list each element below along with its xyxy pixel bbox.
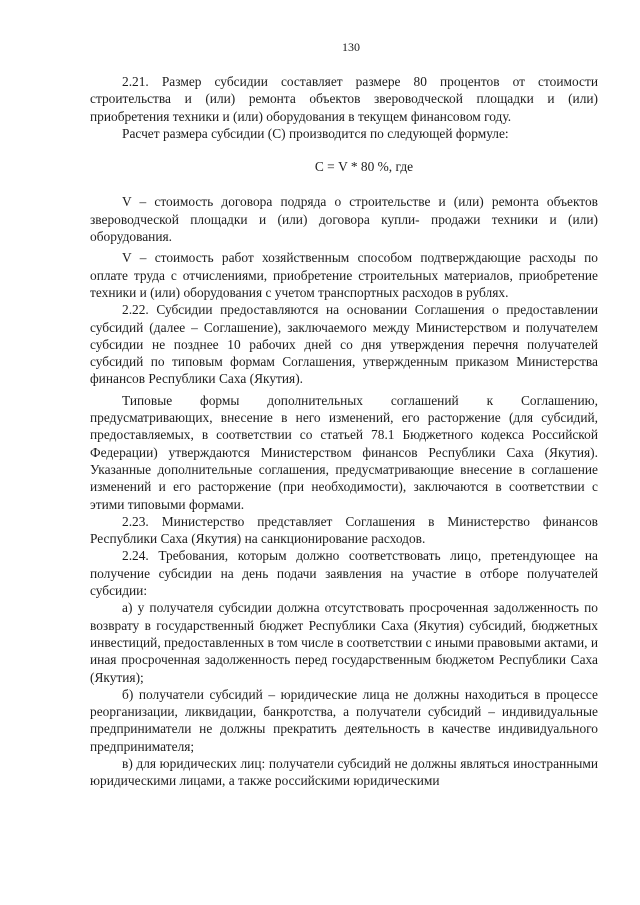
- paragraph-2-23: 2.23. Министерство представляет Соглашения в Министерство финансов Республики Саха (Якутия) на санкционирование расходов.: [90, 513, 598, 547]
- paragraph-typical-forms: Типовые формы дополнительных соглашений к Соглашению, предусматривающих, внесение в него изменений, его расторжение (для субсидий, предоставляемых, в соответствии со статьей 78.1 Бюджетного кодекса Российской Федерации) утверждаются Министерством финансов Республики Саха (Якутия). Указанные дополнительные соглашения, предусматривающие внесение в соглашение изменений и его расторжение (при необходимости), заключаются в соответствии с этими типовыми формами.: [90, 392, 598, 512]
- subsidy-formula: С = V * 80 %, где: [314, 159, 414, 175]
- paragraph-formula-intro: Расчет размера субсидии (С) производится по следующей формуле:: [122, 125, 509, 141]
- paragraph-v-contract: V – стоимость договора подряда о строительстве и (или) ремонта объектов звероводческой площадки и (или) договора купли- продажи техники и (или) оборудования.: [90, 194, 598, 245]
- paragraph-v-own-works: V – стоимость работ хозяйственным способом подтверждающие расходы по оплате труда с отчислениями, приобретение строительных материалов, приобретение техники и (или) оборудования с учетом транспортных расходов в рублях.: [90, 250, 598, 300]
- paragraph-requirement-c: в) для юридических лиц: получатели субсидий не должны являться иностранными юридическими лицами, а также российскими юридическими: [90, 755, 598, 789]
- page-number: 130: [342, 40, 360, 54]
- paragraph-2-21: 2.21. Размер субсидии составляет размере 80 процентов от стоимости строительства и (или) ремонта объектов звероводческой площадки и (или) приобретения техники и (или) оборудования в текущем финансовом году.: [90, 74, 598, 124]
- paragraph-requirement-a: а) у получателя субсидии должна отсутствовать просроченная задолженность по возврату в государственный бюджет Республики Саха (Якутия) субсидий, бюджетных инвестиций, предоставленных в том числе в соответствии с иными правовыми актами, и иная просроченная задолженность перед государственным бюджетом Республики Саха (Якутия);: [90, 600, 599, 685]
- paragraph-requirement-b: б) получатели субсидий – юридические лица не должны находиться в процессе реорганизации, ликвидации, банкротства, а получатели субсидий – индивидуальные предприниматели не должны прекратить деятельность в качестве индивидуального предпринимателя;: [90, 686, 598, 754]
- paragraph-2-22: 2.22. Субсидии предоставляются на основании Соглашения о предоставлении субсидий (далее – Соглашение), заключаемого между Министерством и получателем субсидии не позднее 10 рабочих дней со дня утверждения перечня получателей субсидий по типовым формам Соглашения, утвержденным приказом Министерства финансов Республики Саха (Якутия).: [90, 302, 598, 387]
- paragraph-2-24: 2.24. Требования, которым должно соответствовать лицо, претендующее на получение субсидии на день подачи заявления на участие в отборе получателей субсидии:: [90, 548, 598, 599]
